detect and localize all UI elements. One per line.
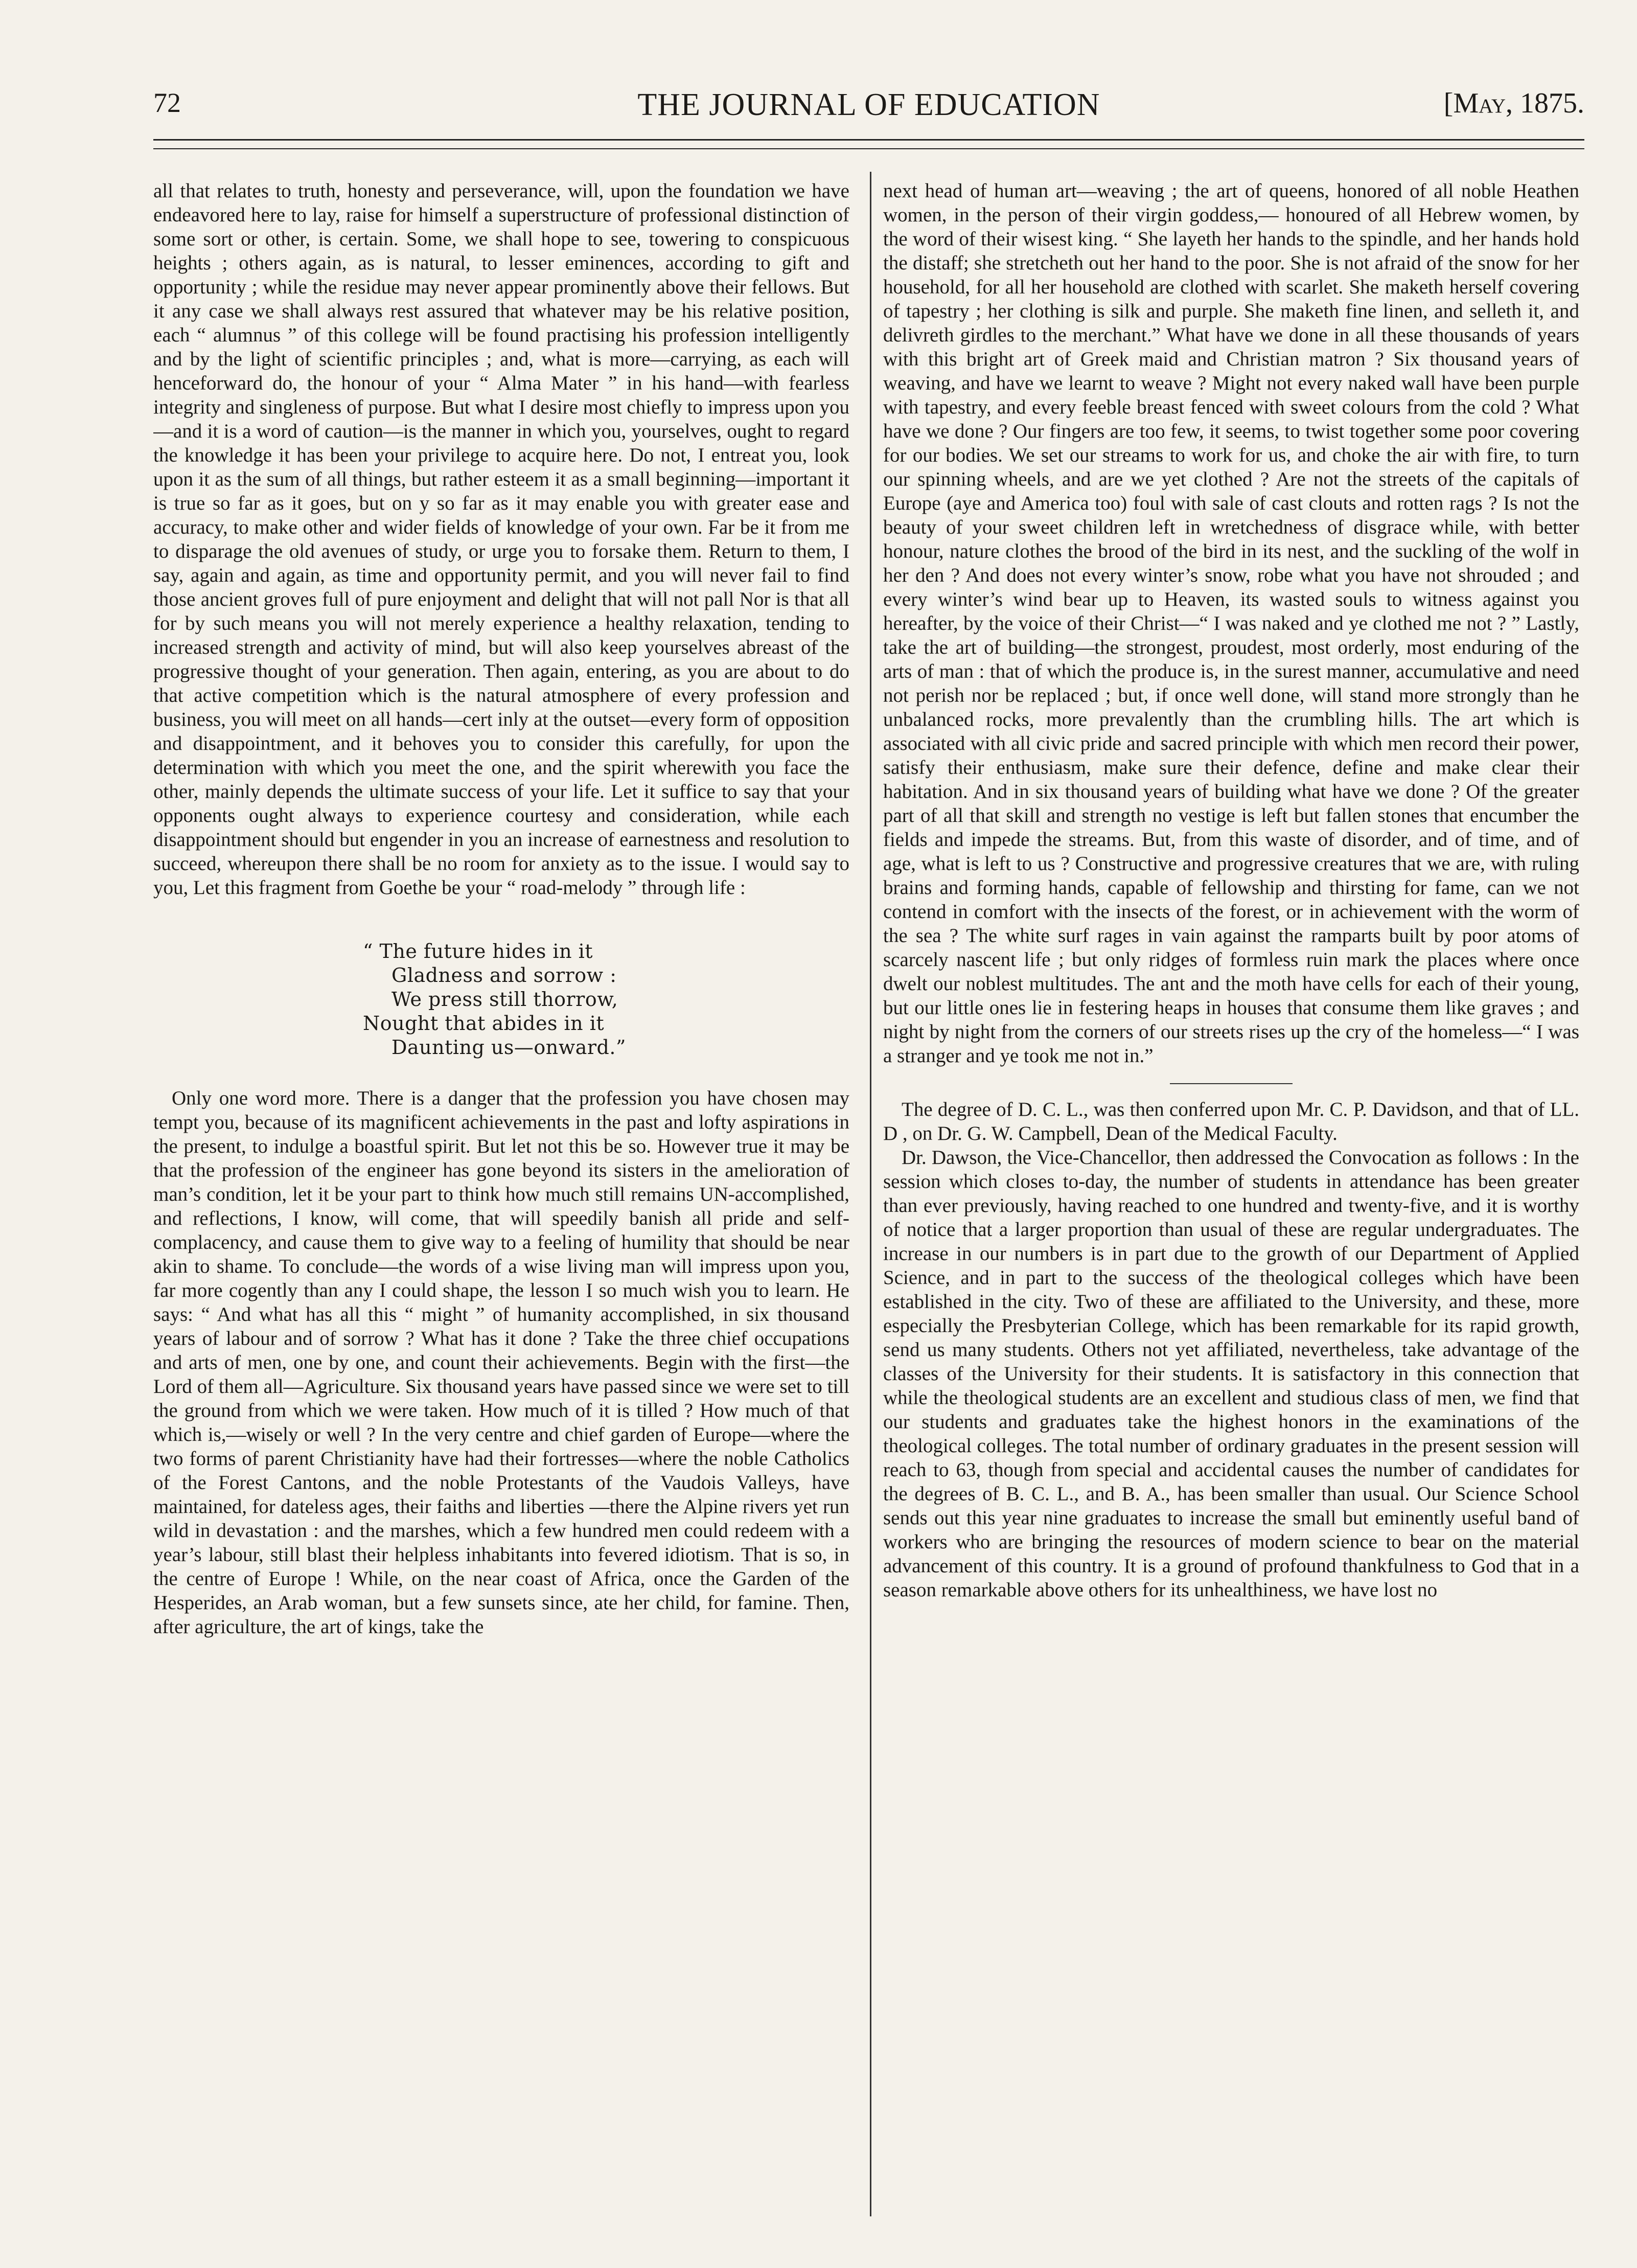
- right-column: [883, 179, 1579, 2203]
- header-rule-top: [153, 139, 1584, 141]
- right-paragraph-3: Dr. Dawson, the Vice-Chancellor, then addressed the Convocation as follows : In the session which closes to-day, the number of students in attendance has been greater than ever previously, having reached to one hundred and twenty-five, and it is worthy of notice that a larger proportion than usual of these are regular undergraduates. The increase in our numbers is in part due to the growth of our Department of Applied Science, and in part to the success of the theological colleges which have been established in the city. Two of these are affiliated to the University, and these, more especially the Presbyterian College, which has been remarkable for its rapid growth, send us many students. Others not yet affiliated, nevertheless, take advantage of the classes of the University for their students. It is satisfactory in this connection that while the theological students are an excellent and studious class of men, we find that our students and graduates take the highest honors in the examinations of the theological colleges. The total number of ordinary graduates in the present session will reach to 63, though from special and accidental causes the number of candidates for the degrees of B. C. L., and B. A., has been smaller than usual. Our Science School sends out this year nine graduates to increase the small but eminently useful band of workers who are bringing the resources of modern science to bear on the material advancement of this country. It is a ground of profound thankfulness to God that in a season remarkable above others for its unhealthiness, we have lost no: [883, 1147, 1579, 1601]
- right-paragraph-2: The degree of D. C. L., was then conferred upon Mr. C. P. Davidson, and that of LL. D , on Dr. G. W. Campbell, Dean of the Medical Faculty.: [883, 1098, 1579, 1144]
- column-divider: [870, 172, 871, 2216]
- poem-line-4: Nought that abides in it: [363, 1012, 605, 1035]
- page-number: 72: [153, 87, 181, 118]
- left-paragraph-1: all that relates to truth, honesty and perseverance, will, upon the foundation we have endeavored here to lay, raise for himself a superstructure of professional distinction of some sort or other, is certain. Some, we shall hope to see, towering to conspicuous heights ; others again, as is natural, to lesser eminences, according to gift and opportunity ; while the residue may never appear prominently above their fellows. But it any case we shall always rest assured that whatever may be his relative position, each “ alumnus ” of this college will be found practising his profession intelligently and by the light of scientific principles ; and, what is more—carrying, as each will henceforward do, the honour of your “ Alma Mater ” in his hand—with fearless integrity and singleness of purpose. But what I desire most chiefly to impress upon you—and it is a word of caution—is the manner in which you, yourselves, ought to regard the knowledge it has been your privilege to acquire here. Do not, I entreat you, look upon it as the sum of all things, but rather esteem it as a small beginning—important it is true so far as it goes, but on y so far as it may enable you with greater ease and accuracy, to make other and wider fields of knowledge of your own. Far be it from me to disparage the old avenues of study, or urge you to forsake them. Return to them, I say, again and again, as time and opportunity permit, and you will never fail to find those ancient groves full of pure enjoyment and delight that will not pall Nor is that all for by such means you will not merely experience a healthy relaxation, tending to increased strength and activity of mind, but will also keep yourselves abreast of the progressive thought of your generation. Then again, entering, as you are about to do that active competition which is the natural atmosphere of every profession and business, you will meet on all hands—cert inly at the outset—every form of opposition and disappointment, and it behoves you to consider this carefully, for upon the determination with which you meet the one, and the spirit wherewith you face the other, mainly depends the ultimate success of your life. Let it suffice to say that your opponents ought always to experience courtesy and consideration, while each disappointment should but engender in you an increase of earnestness and resolution to succeed, whereupon there shall be no room for anxiety as to the issue. I would say to you, Let this fragment from Goethe be your “ road-melody ” through life :: [153, 180, 849, 899]
- left-paragraph-2: Only one word more. There is a danger that the profession you have chosen may tempt you, because of its magnificent achievements in the past and lofty aspirations in the present, to indulge a boastful spirit. But let not this be so. However true it may be that the profession of the engineer has gone beyond its sisters in the amelioration of man’s condition, let it be your part to think how much still remains UN-accomplished, and reflections, I know, will come, that will speedily banish all pride and self-complacency, and cause them to give way to a feeling of humility that should be near akin to shame. To conclude—the words of a wise living man will impress upon you, far more cogently than any I could shape, the lesson I so much wish you to learn. He says: “ And what has all this “ might ” of humanity accomplished, in six thousand years of labour and of sorrow ? What has it done ? Take the three chief occupations and arts of men, one by one, and count their achievements. Begin with the first—the Lord of them all—Agriculture. Six thousand years have passed since we were set to till the ground from which we were taken. How much of it is tilled ? How much of that which is,—wisely or well ? In the very centre and chief garden of Europe—where the two forms of parent Christianity have had their fortresses—where the noble Catholics of the Forest Cantons, and the noble Protestants of the Vaudois Valleys, have maintained, for dateless ages, their faiths and liberties —there the Alpine rivers yet run wild in devastation : and the marshes, which a few hundred men could redeem with a year’s labour, still blast their helpless inhabitants into fevered idiotism. That is so, in the centre of Europe ! While, on the near coast of Africa, once the Garden of the Hesperides, an Arab woman, but a few sunsets since, ate her child, for famine. Then, after agriculture, the art of kings, take the: [153, 1087, 849, 1638]
- header-rule-bottom: [153, 148, 1584, 149]
- poem-line-5: Daunting us—onward.”: [391, 1036, 626, 1059]
- section-divider: [1170, 1083, 1293, 1084]
- goethe-poem: [363, 940, 849, 1060]
- journal-title: THE JOURNAL OF EDUCATION: [637, 87, 1100, 122]
- left-column: [153, 179, 849, 2203]
- issue-date: [May, 1875.: [1443, 87, 1584, 119]
- right-paragraph-1: next head of human art—weaving ; the art of queens, honored of all noble Heathen women, in the person of their virgin goddess,— honoured of all Hebrew women, by the word of their wisest king. “ She layeth her hands to the spindle, and her hands hold the distaff; she stretcheth out her hand to the poor. She is not afraid of the snow for her household, for all her household are clothed with scarlet. She maketh herself covering of tapestry ; her clothing is silk and purple. She maketh fine linen, and selleth it, and delivreth girdles to the merchant.” What have we done in all these thousands of years with this bright art of Greek maid and Christian matron ? Six thousand years of weaving, and have we learnt to weave ? Might not every naked wall have been purple with tapestry, and every feeble breast fenced with sweet colours from the cold ? What have we done ? Our fingers are too few, it seems, to twist together some poor covering for our bodies. We set our streams to work for us, and choke the air with fire, to turn our spinning wheels, and are we yet clothed ? Are not the streets of the capitals of Europe (aye and America too) foul with sale of cast clouts and rotten rags ? Is not the beauty of your sweet children left in wretchedness of disgrace while, with better honour, nature clothes the brood of the bird in its nest, and the suckling of the wolf in her den ? And does not every winter’s snow, robe what you have not shrouded ; and every winter’s wind bear up to Heaven, its wasted souls to witness against you hereafter, by the voice of their Christ—“ I was naked and ye clothed me not ? ” Lastly, take the art of building—the strongest, proudest, most orderly, most enduring of the arts of man : that of which the produce is, in the surest manner, accumulative and need not perish nor be replaced ; but, if once well done, will stand more strongly than he unbalanced rocks, more prevalently than the crumbling hills. The art which is associated with all civic pride and sacred principle with which men record their power, satisfy their enthusiasm, make sure their defence, define and make clear their habitation. And in six thousand years of building what have we done ? Of the greater part of all that skill and strength no vestige is left but fallen stones that encumber the fields and impede the streams. But, from this waste of disorder, and of time, and of age, what is left to us ? Constructive and progressive creatures that we are, with ruling brains and forming hands, capable of fellowship and thirsting for fame, can we not contend in comfort with the insects of the forest, or in achievement with the worm of the sea ? The white surf rages in vain against the ramparts built by poor atoms of scarcely nascent life ; but only ridges of formless ruin mark the places where once dwelt our noblest multitudes. The ant and the moth have cells for each of their young, but our little ones lie in festering heaps in houses that consume them like graves ; and night by night from the corners of our streets rises up the cry of the homeless—“ I was a stranger and ye took me not in.”: [883, 180, 1579, 1067]
- poem-line-2: Gladness and sorrow :: [391, 964, 617, 987]
- poem-line-1: “ The future hides in it: [363, 940, 593, 963]
- page-header: [153, 87, 1584, 143]
- poem-line-3: We press still thorrow,: [391, 988, 618, 1011]
